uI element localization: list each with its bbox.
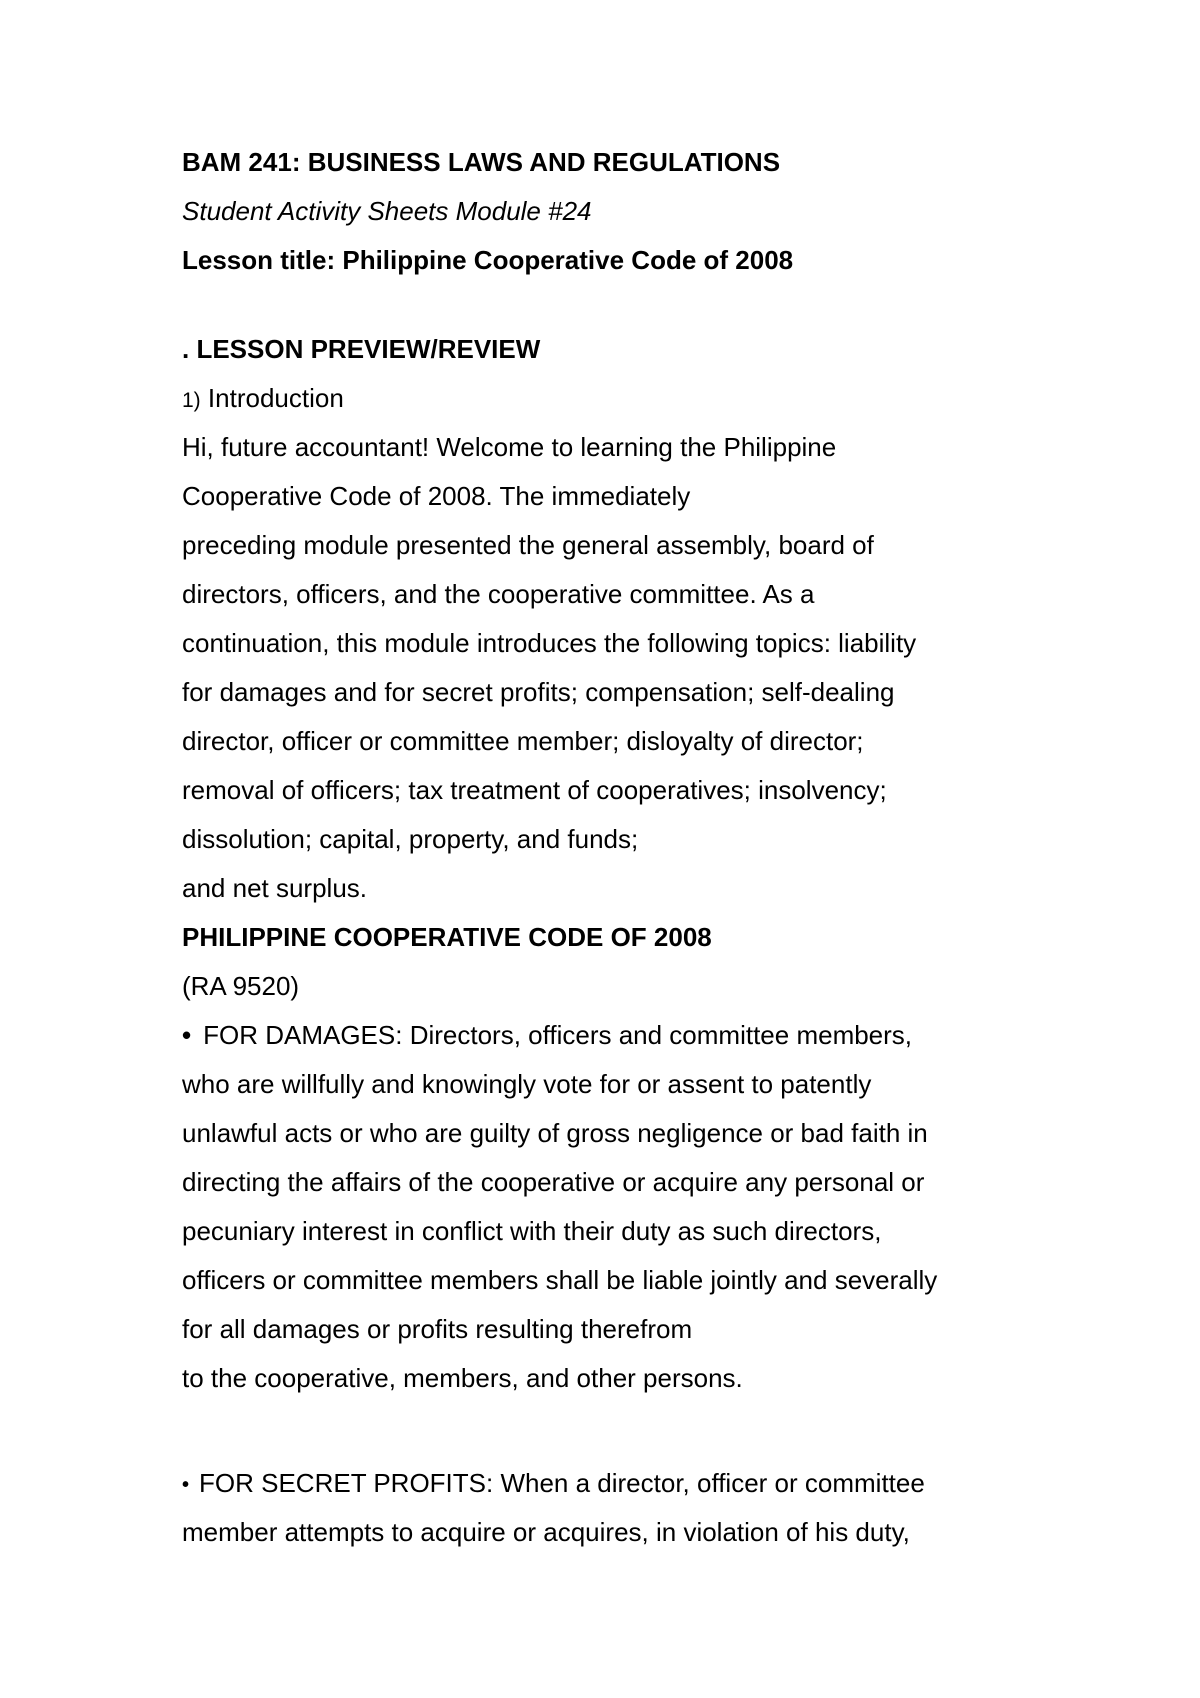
bullet-text: FOR DAMAGES: Directors, officers and committee members, [203, 1020, 913, 1050]
paragraph-line: Cooperative Code of 2008. The immediately [182, 481, 691, 511]
code-subheading: (RA 9520) [182, 971, 300, 1001]
bullet-line: to the cooperative, members, and other persons. [182, 1363, 743, 1393]
spacer [182, 285, 1062, 325]
bullet-item-secret-profits [182, 1459, 1062, 1557]
bullet-icon: • [182, 1474, 190, 1496]
bullet-line: directing the affairs of the cooperative or acquire any personal or [182, 1167, 925, 1197]
intro-paragraph [182, 423, 1062, 913]
bullet-text: FOR SECRET PROFITS: When a director, officer or committee [199, 1468, 925, 1498]
code-heading: PHILIPPINE COOPERATIVE CODE OF 2008 [182, 922, 712, 952]
paragraph-line: director, officer or committee member; disloyalty of director; [182, 726, 864, 756]
paragraph-line: preceding module presented the general assembly, board of [182, 530, 874, 560]
bullet-line: who are willfully and knowingly vote for or assent to patently [182, 1069, 872, 1099]
paragraph-line: continuation, this module introduces the following topics: liability [182, 628, 917, 658]
paragraph-line: directors, officers, and the cooperative committee. As a [182, 579, 815, 609]
bullet-line: member attempts to acquire or acquires, in violation of his duty, [182, 1517, 910, 1547]
bullet-line: pecuniary interest in conflict with their duty as such directors, [182, 1216, 882, 1246]
bullet-icon: • [182, 1020, 192, 1050]
paragraph-line: for damages and for secret profits; compensation; self-dealing [182, 677, 895, 707]
paragraph-line: removal of officers; tax treatment of cooperatives; insolvency; [182, 775, 887, 805]
bullet-line: for all damages or profits resulting therefrom [182, 1314, 693, 1344]
spacer [182, 1403, 1062, 1459]
paragraph-line: dissolution; capital, property, and funds; [182, 824, 639, 854]
paragraph-line: and net surplus. [182, 873, 368, 903]
paragraph-line: Hi, future accountant! Welcome to learning the Philippine [182, 432, 837, 462]
intro-label: Introduction [207, 383, 344, 413]
course-title: BAM 241: BUSINESS LAWS AND REGULATIONS [182, 147, 781, 177]
lesson-title: Lesson title: Philippine Cooperative Code of 2008 [182, 245, 794, 275]
section-heading: . LESSON PREVIEW/REVIEW [182, 334, 541, 364]
bullet-item-damages [182, 1011, 1062, 1403]
bullet-line: unlawful acts or who are guilty of gross negligence or bad faith in [182, 1118, 928, 1148]
module-label: Student Activity Sheets Module #24 [182, 196, 592, 226]
bullet-first-line [182, 1459, 1062, 1508]
bullet-line: officers or committee members shall be liable jointly and severally [182, 1265, 938, 1295]
intro-number: 1) [182, 389, 201, 412]
bullet-first-line [182, 1011, 1062, 1060]
intro-heading [182, 374, 1062, 423]
document-body [182, 138, 1062, 1557]
